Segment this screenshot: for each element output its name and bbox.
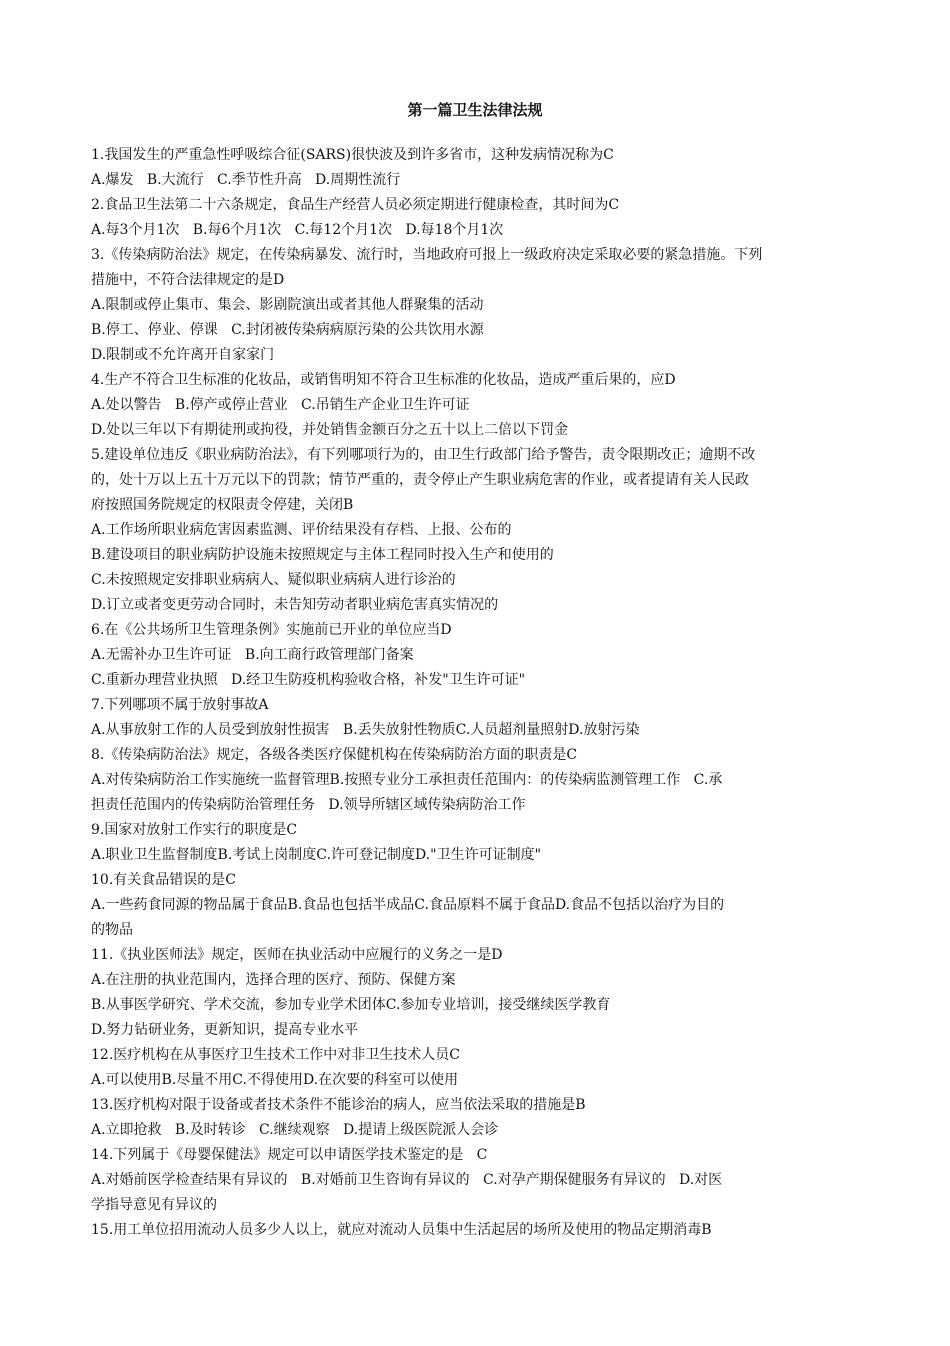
text-line: A.对婚前医学检查结果有异议的 B.对婚前卫生咨询有异议的 C.对孕产期保健服务有异议的 D.对医 [91, 1172, 723, 1188]
text-line: 14.下列属于《母婴保健法》规定可以申请医学技术鉴定的是 C [91, 1147, 488, 1163]
text-line: 4.生产不符合卫生标准的化妆品，或销售明知不符合卫生标准的化妆品，造成严重后果的，应D [91, 372, 676, 388]
text-line: 11.《执业医师法》规定，医师在执业活动中应履行的义务之一是D [91, 947, 503, 963]
text-line: B.建设项目的职业病防护设施未按照规定与主体工程同时投入生产和使用的 [91, 547, 554, 563]
text-line: 15.用工单位招用流动人员多少人以上，就应对流动人员集中生活起居的场所及使用的物品定期消毒B [91, 1222, 712, 1238]
text-line: 的，处十万以上五十万元以下的罚款；情节严重的，责令停止产生职业病危害的作业，或者提请有关人民政 [91, 472, 749, 488]
text-line: 8.《传染病防治法》规定，各级各类医疗保健机构在传染病防治方面的职责是C [91, 747, 578, 763]
text-line: A.每3个月1次 B.每6个月1次 C.每12个月1次 D.每18个月1次 [91, 222, 504, 238]
text-line: 1.我国发生的严重急性呼吸综合征(SARS)很快波及到许多省市，这种发病情况称为C [91, 147, 614, 163]
text-line: 12.医疗机构在从事医疗卫生技术工作中对非卫生技术人员C [91, 1047, 460, 1063]
text-line: 学指导意见有异议的 [91, 1197, 217, 1213]
text-line: 5.建设单位违反《职业病防治法》，有下列哪项行为的，由卫生行政部门给予警告，责令限期改正；逾期不改 [91, 447, 756, 463]
text-line: B.停工、停业、停课 C.封闭被传染病病原污染的公共饮用水源 [91, 322, 484, 338]
text-line: 3.《传染病防治法》规定，在传染病暴发、流行时，当地政府可报上一级政府决定采取必要的紧急措施。下列 [91, 247, 763, 263]
text-line: B.从事医学研究、学术交流，参加专业学术团体C.参加专业培训，接受继续医学教育 [91, 997, 611, 1013]
text-line: 7.下列哪项不属于放射事故A [91, 697, 269, 713]
text-line: D.处以三年以下有期徒刑或拘役，并处销售金额百分之五十以上二倍以下罚金 [91, 422, 569, 438]
text-line: A.立即抢救 B.及时转诊 C.继续观察 D.提请上级医院派人会诊 [91, 1122, 499, 1138]
text-line: 措施中，不符合法律规定的是D [91, 272, 285, 288]
text-line: D.限制或不允许离开自家家门 [91, 347, 275, 363]
text-line: 13.医疗机构对限于设备或者技术条件不能诊治的病人，应当依法采取的措施是B [91, 1097, 586, 1113]
text-line: A.限制或停止集市、集会、影剧院演出或者其他人群聚集的活动 [91, 297, 484, 313]
text-line: D.努力钻研业务，更新知识，提高专业水平 [91, 1022, 359, 1038]
text-line: D.订立或者变更劳动合同时，未告知劳动者职业病危害真实情况的 [91, 597, 499, 613]
text-line: 府按照国务院规定的权限责令停建，关闭B [91, 497, 354, 513]
page-title: 第一篇卫生法律法规 [407, 101, 543, 119]
text-line: A.可以使用B.尽量不用C.不得使用D.在次要的科室可以使用 [91, 1072, 459, 1088]
text-line: C.未按照规定安排职业病病人、疑似职业病病人进行诊治的 [91, 572, 456, 588]
text-line: A.一些药食同源的物品属于食品B.食品也包括半成品C.食品原料不属于食品D.食品不包括以治疗为目的 [91, 897, 725, 913]
text-line: A.对传染病防治工作实施统一监督管理B.按照专业分工承担责任范围内：的传染病监测管理工作 C.承 [91, 772, 723, 788]
text-line: A.职业卫生监督制度B.考试上岗制度C.许可登记制度D."卫生许可证制度" [91, 847, 542, 863]
text-line: A.处以警告 B.停产或停止营业 C.吊销生产企业卫生许可证 [91, 397, 470, 413]
text-line: 6.在《公共场所卫生管理条例》实施前已开业的单位应当D [91, 622, 452, 638]
text-line: 2.食品卫生法第二十六条规定，食品生产经营人员必须定期进行健康检查，其时间为C [91, 197, 620, 213]
document-body [91, 143, 871, 1243]
text-line: A.工作场所职业病危害因素监测、评价结果没有存档、上报、公布的 [91, 522, 512, 538]
text-line: 9.国家对放射工作实行的职度是C [91, 822, 298, 838]
text-line: C.重新办理营业执照 D.经卫生防疫机构验收合格，补发"卫生许可证" [91, 672, 526, 688]
text-line: A.从事放射工作的人员受到放射性损害 B.丢失放射性物质C.人员超剂量照射D.放射污染 [91, 722, 640, 738]
text-line: 10.有关食品错误的是C [91, 872, 236, 888]
text-line: A.无需补办卫生许可证 B.向工商行政管理部门备案 [91, 647, 414, 663]
text-line: A.爆发 B.大流行 C.季节性升高 D.周期性流行 [91, 172, 401, 188]
text-line: 的物品 [91, 922, 133, 938]
text-line: A.在注册的执业范围内，选择合理的医疗、预防、保健方案 [91, 972, 456, 988]
text-line: 担责任范围内的传染病防治管理任务 D.领导所辖区域传染病防治工作 [91, 797, 526, 813]
